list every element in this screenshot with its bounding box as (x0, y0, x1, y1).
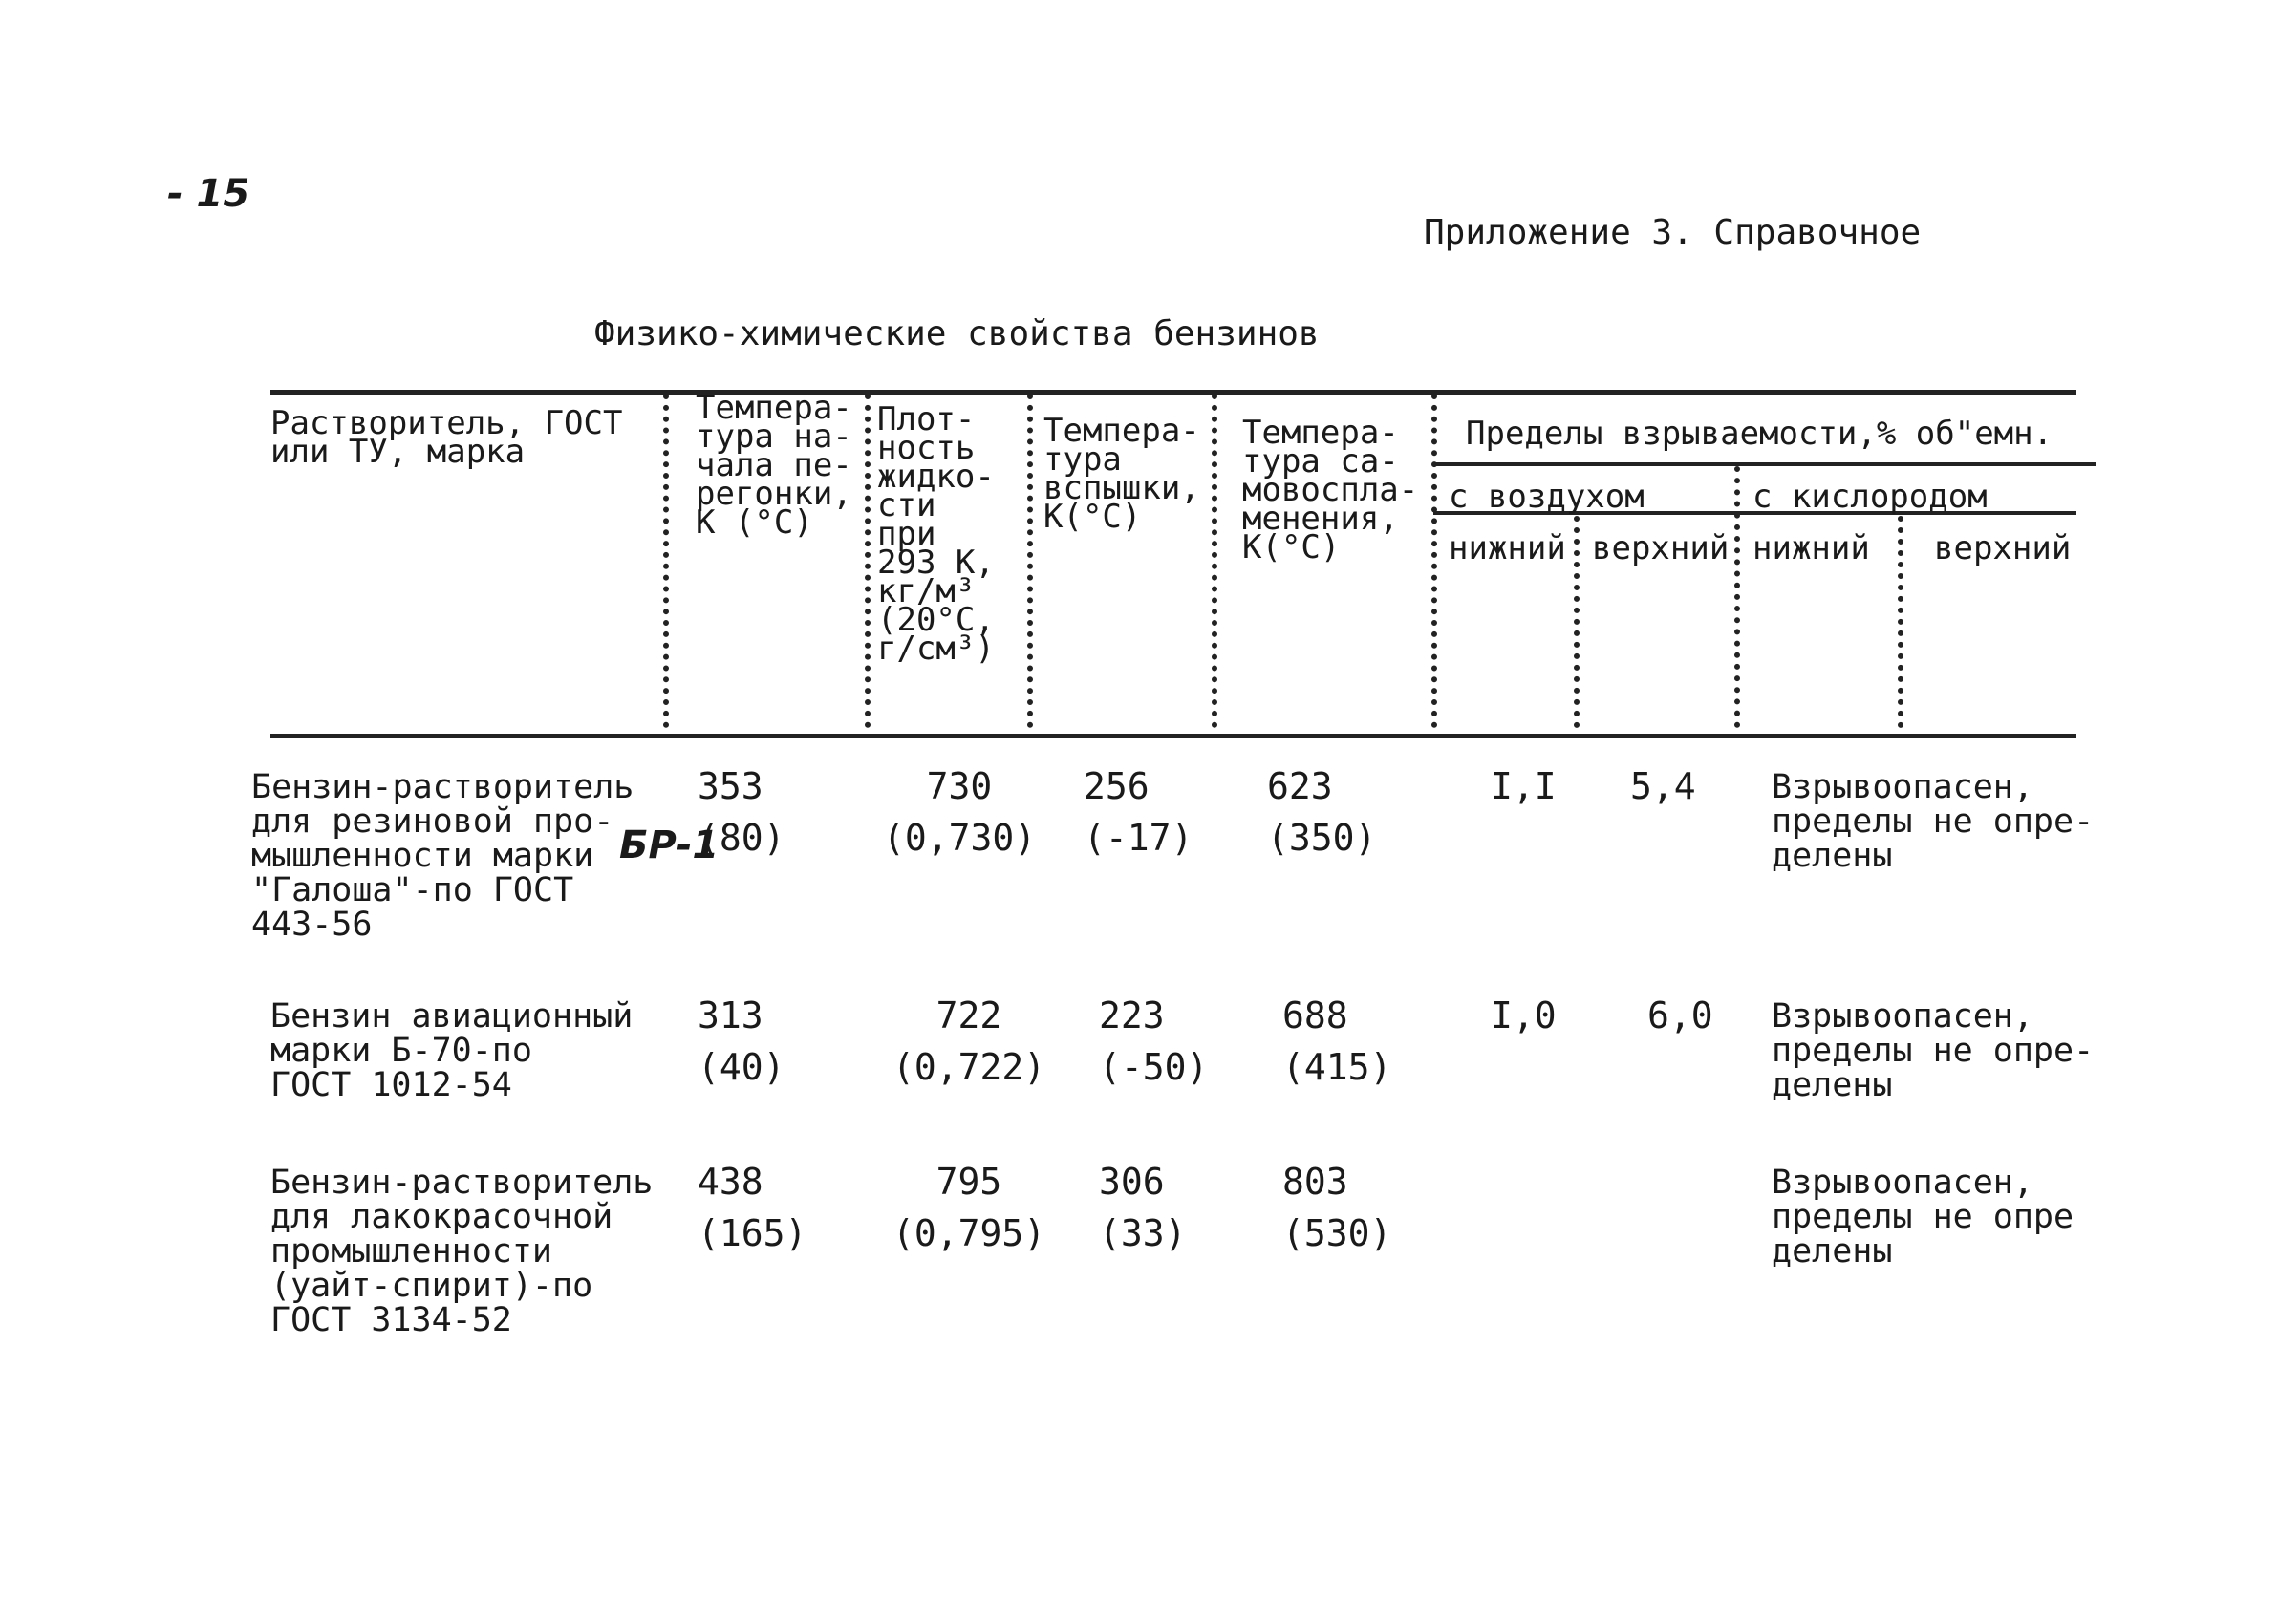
row-distill-start: 438 (165) (698, 1161, 807, 1254)
row-oxygen-note: Взрывоопасен, пределы не опре- делены (1772, 768, 2095, 875)
header-autoignition: Темпера- тура са- мовоспла- менения, К(°С) (1242, 414, 1419, 566)
appendix-label: Приложение 3. Справочное (1424, 213, 1922, 252)
row-density: 795 (0,795) (892, 1161, 1046, 1254)
header-solvent: Растворитель, ГОСТ или ТУ, марка (270, 404, 623, 471)
row-flash-point: 306 (33) (1099, 1161, 1187, 1254)
header-explosive-limits: Пределы взрываемости,% об"емн. (1466, 415, 2053, 453)
row-autoignition: 623 (350) (1267, 765, 1377, 859)
header-upper-air: верхний (1592, 529, 1730, 567)
header-density: Плот- ность жидко- сти при 293 К, кг/м³ (20°С, г/см³) (877, 400, 995, 668)
header-upper-oxygen: верхний (1934, 529, 2072, 567)
row-upper-air: 5,4 (1630, 765, 1696, 807)
row-distill-start: 313 (40) (698, 994, 785, 1088)
header-lower-air: нижний (1449, 529, 1566, 567)
header-lower-oxygen: нижний (1752, 529, 1870, 567)
row-density: 722 (0,722) (892, 994, 1046, 1088)
row-lower-air: I,0 (1491, 994, 1557, 1036)
row-distill-start: 353 (80) (698, 765, 785, 859)
header-with-air: с воздухом (1449, 478, 1645, 516)
col-divider-4 (1212, 394, 1217, 728)
row-autoignition: 803 (530) (1282, 1161, 1392, 1254)
page-mark: - 15 (167, 172, 250, 216)
col-divider-8 (1898, 516, 1903, 728)
header-bottom-rule (270, 734, 2076, 738)
row-autoignition: 688 (415) (1282, 994, 1392, 1088)
col-divider-5 (1431, 394, 1437, 728)
col-divider-1 (663, 394, 669, 728)
row-density: 730 (0,730) (883, 765, 1037, 859)
limits-subheader-rule (1433, 462, 2096, 466)
header-distill-start: Темпера- тура на- чала пе- регонки, К (°С) (696, 389, 852, 542)
row-lower-air: I,I (1491, 765, 1557, 807)
row-flash-point: 256 (-17) (1084, 765, 1193, 859)
col-divider-3 (1027, 394, 1033, 728)
row-oxygen-note: Взрывоопасен, пределы не опре- делены (1772, 997, 2095, 1104)
handwritten-grade: БР-1 (619, 823, 720, 867)
row-flash-point: 223 (-50) (1099, 994, 1209, 1088)
col-divider-2 (865, 394, 871, 728)
table-top-rule (270, 390, 2076, 395)
row-solvent-name: Бензин авиационный марки Б-70-по ГОСТ 1012-54 (270, 997, 634, 1104)
row-solvent-name: Бензин-растворитель для лакокрасочной промышленности (уайт-спирит)-по ГОСТ 3134-52 (270, 1164, 654, 1339)
col-divider-6 (1574, 516, 1580, 728)
col-divider-7 (1734, 466, 1740, 728)
header-with-oxygen: с кислородом (1752, 478, 1988, 516)
table-title: Физико-химические свойства бензинов (594, 314, 1320, 353)
header-flash-point: Темпера- тура вспышки, К(°С) (1043, 412, 1200, 536)
row-oxygen-note: Взрывоопасен, пределы не опре делены (1772, 1164, 2075, 1271)
row-solvent-name: Бензин-растворитель для резиновой про- мышленности марки "Галоша"-по ГОСТ 443-56 (251, 768, 634, 944)
row-upper-air: 6,0 (1647, 994, 1713, 1036)
